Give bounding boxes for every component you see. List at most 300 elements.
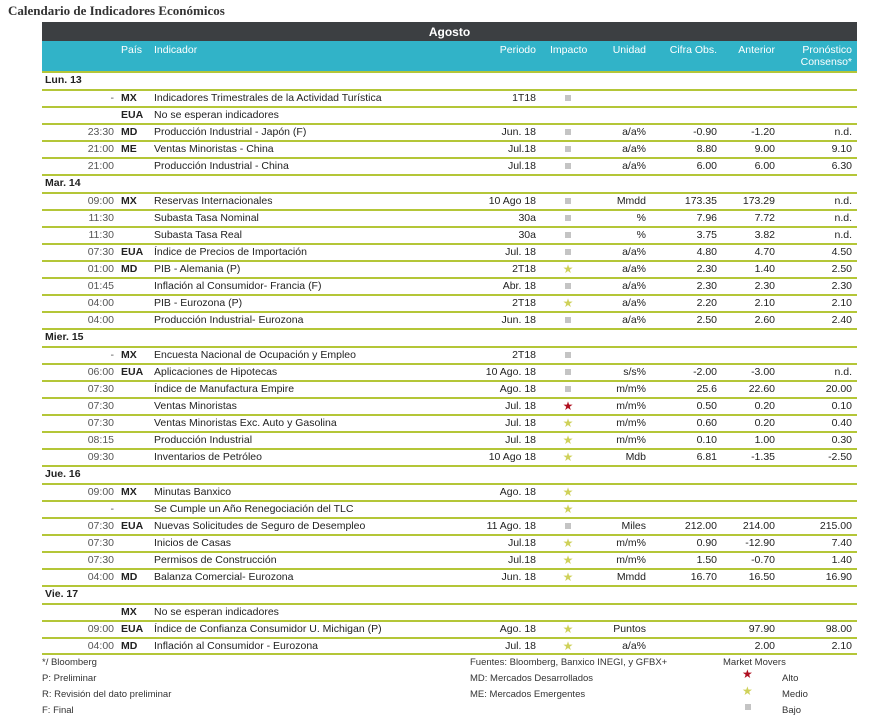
- row-actual: 0.60: [696, 417, 717, 429]
- impact-low-square-icon: [560, 160, 576, 173]
- row-country: MX: [121, 195, 137, 207]
- row-previous: 1.40: [754, 263, 775, 275]
- impact-medium-star-icon: [560, 537, 576, 551]
- row-time: 07:30: [87, 537, 114, 549]
- star-icon: ★: [562, 399, 574, 413]
- row-period: 11 Ago. 18: [486, 520, 536, 532]
- impact-medium-star-icon: [560, 571, 576, 585]
- table-row: [42, 637, 857, 654]
- row-time: 11:30: [88, 212, 114, 224]
- row-country: EUA: [121, 109, 144, 121]
- row-forecast: n.d.: [834, 195, 852, 207]
- row-forecast: 2.10: [831, 297, 852, 309]
- table-row: [42, 123, 857, 140]
- row-indicator: PIB - Alemania (P): [154, 263, 241, 275]
- row-forecast: 2.40: [831, 314, 852, 326]
- row-period: Jun. 18: [501, 314, 536, 326]
- row-indicator: Índice de Precios de Importación: [154, 246, 307, 258]
- footnote-bloomberg: */ Bloomberg: [42, 657, 97, 668]
- row-unit: m/m%: [616, 400, 646, 412]
- row-time: 01:45: [87, 280, 114, 292]
- row-forecast: 98.00: [825, 623, 852, 635]
- day-label: Mar. 14: [45, 177, 81, 189]
- star-icon: ★: [562, 622, 574, 636]
- row-time: 07:30: [87, 520, 114, 532]
- table-row: [42, 500, 857, 517]
- col-indicador: Indicador: [154, 44, 198, 56]
- row-unit: a/a%: [622, 640, 646, 652]
- row-actual: 2.20: [696, 297, 717, 309]
- row-previous: 4.70: [754, 246, 775, 258]
- row-time: 04:00: [87, 640, 114, 652]
- row-unit: %: [636, 229, 646, 241]
- row-forecast: 2.50: [831, 263, 852, 275]
- col-periodo: Periodo: [499, 44, 536, 56]
- row-unit: a/a%: [622, 126, 646, 138]
- row-indicator: Inventarios de Petróleo: [154, 451, 262, 463]
- row-forecast: n.d.: [834, 126, 852, 138]
- row-period: 2T18: [512, 297, 536, 309]
- row-time: -: [110, 349, 114, 361]
- table-row: [42, 346, 857, 363]
- impact-medium-star-icon: [560, 640, 576, 654]
- impact-low-square-icon: [560, 143, 576, 156]
- row-country: MX: [121, 606, 137, 618]
- row-previous: 214.00: [742, 520, 775, 532]
- day-header: [42, 465, 857, 483]
- star-icon: ★: [562, 536, 574, 550]
- impact-low-square-icon: [560, 280, 576, 293]
- row-unit: %: [636, 212, 646, 224]
- impact-medium-star-icon: [560, 417, 576, 431]
- row-forecast: 7.40: [831, 537, 852, 549]
- row-forecast: 20.00: [825, 383, 852, 395]
- row-previous: 1.00: [754, 434, 775, 446]
- row-previous: -3.00: [751, 366, 775, 378]
- row-unit: Miles: [621, 520, 646, 532]
- table-row: [42, 243, 857, 260]
- row-country: ME: [121, 143, 137, 155]
- day-label: Jue. 16: [45, 468, 81, 480]
- row-actual: -2.00: [693, 366, 717, 378]
- table-row: [42, 380, 857, 397]
- square-icon: [565, 386, 571, 392]
- row-period: Jul. 18: [505, 400, 536, 412]
- row-unit: Puntos: [613, 623, 646, 635]
- row-country: EUA: [121, 623, 144, 635]
- star-icon: ★: [562, 433, 574, 447]
- footnote-final: F: Final: [42, 705, 74, 716]
- row-period: Jul. 18: [505, 434, 536, 446]
- impact-low-square-icon: [560, 520, 576, 533]
- impact-medium-star-icon: [560, 486, 576, 500]
- table-row: [42, 89, 857, 106]
- impact-medium-star-icon: [560, 451, 576, 465]
- month-header: Agosto: [42, 22, 857, 41]
- row-previous: 6.00: [754, 160, 775, 172]
- row-period: 30a: [518, 212, 536, 224]
- row-country: MX: [121, 92, 137, 104]
- row-period: Jul. 18: [505, 640, 536, 652]
- row-actual: 212.00: [684, 520, 717, 532]
- row-time: 07:30: [87, 400, 114, 412]
- row-indicator: Producción Industrial - China: [154, 160, 289, 172]
- row-time: 11:30: [88, 229, 114, 241]
- row-period: Jun. 18: [501, 571, 536, 583]
- row-unit: a/a%: [622, 297, 646, 309]
- row-unit: a/a%: [622, 314, 646, 326]
- row-indicator: Nuevas Solicitudes de Seguro de Desempleo: [154, 520, 366, 532]
- row-indicator: Producción Industrial: [154, 434, 253, 446]
- row-indicator: Índice de Manufactura Empire: [154, 383, 295, 395]
- footnote-me: ME: Mercados Emergentes: [470, 689, 586, 700]
- impact-low-square-icon: [560, 126, 576, 139]
- row-actual: 4.80: [696, 246, 717, 258]
- row-time: 21:00: [87, 160, 114, 172]
- day-header: [42, 71, 857, 89]
- row-forecast: 4.50: [831, 246, 852, 258]
- row-indicator: Subasta Tasa Real: [154, 229, 242, 241]
- table-body: [42, 71, 857, 654]
- row-period: Abr. 18: [502, 280, 536, 292]
- row-indicator: No se esperan indicadores: [154, 606, 279, 618]
- row-indicator: Inflación al Consumidor - Eurozona: [154, 640, 319, 652]
- row-previous: 2.60: [754, 314, 775, 326]
- col-impacto: Impacto: [550, 44, 588, 56]
- row-indicator: Subasta Tasa Nominal: [154, 212, 259, 224]
- day-header: [42, 585, 857, 603]
- row-time: 21:00: [87, 143, 114, 155]
- square-icon: [565, 129, 571, 135]
- row-actual: -0.90: [693, 126, 717, 138]
- row-time: 07:30: [87, 383, 114, 395]
- row-previous: 97.90: [748, 623, 775, 635]
- square-icon: [565, 215, 571, 221]
- row-indicator: Ventas Minoristas: [154, 400, 237, 412]
- row-indicator: Producción Industrial - Japón (F): [154, 126, 307, 138]
- impact-low-square-icon: [560, 212, 576, 225]
- row-forecast: 2.30: [831, 280, 852, 292]
- impact-medium-star-icon: [560, 434, 576, 448]
- row-actual: 2.30: [696, 280, 717, 292]
- row-indicator: Permisos de Construcción: [154, 554, 277, 566]
- impact-low-square-icon: [560, 92, 576, 105]
- table-row: [42, 209, 857, 226]
- page-title: Calendario de Indicadores Económicos: [8, 3, 225, 18]
- row-period: 2T18: [512, 263, 536, 275]
- impact-low-square-icon: [560, 349, 576, 362]
- row-forecast: 1.40: [831, 554, 852, 566]
- day-header: [42, 328, 857, 346]
- row-period: 1T18: [512, 92, 536, 104]
- row-country: MD: [121, 126, 138, 138]
- row-period: Jul. 18: [505, 417, 536, 429]
- table-row: [42, 260, 857, 277]
- impact-low-square-icon: [560, 229, 576, 242]
- legend-medio: Medio: [782, 689, 808, 700]
- row-previous: -0.70: [751, 554, 775, 566]
- row-actual: 7.96: [696, 212, 717, 224]
- row-country: MX: [121, 349, 137, 361]
- row-indicator: No se esperan indicadores: [154, 109, 279, 121]
- row-unit: s/s%: [623, 366, 646, 378]
- row-previous: 2.30: [754, 280, 775, 292]
- row-unit: m/m%: [616, 554, 646, 566]
- row-unit: Mdb: [625, 451, 646, 463]
- row-period: 10 Ago 18: [488, 451, 536, 463]
- row-period: 10 Ago. 18: [485, 366, 536, 378]
- impact-low-square-icon: [560, 366, 576, 379]
- row-actual: 16.70: [690, 571, 717, 583]
- row-previous: 22.60: [748, 383, 775, 395]
- row-forecast: n.d.: [834, 212, 852, 224]
- row-period: Jun. 18: [501, 126, 536, 138]
- table-row: [42, 431, 857, 448]
- day-label: Mier. 15: [45, 331, 84, 343]
- row-time: 08:15: [87, 434, 114, 446]
- row-period: Ago. 18: [499, 486, 536, 498]
- row-time: 04:00: [87, 571, 114, 583]
- legend-bajo: Bajo: [782, 705, 802, 716]
- table-row: [42, 483, 857, 500]
- row-forecast: n.d.: [834, 229, 852, 241]
- row-actual: 173.35: [684, 195, 717, 207]
- row-actual: 2.50: [696, 314, 717, 326]
- row-forecast: 16.90: [825, 571, 852, 583]
- row-time: 06:00: [87, 366, 114, 378]
- impact-low-square-icon: [560, 383, 576, 396]
- table-row: [42, 157, 857, 174]
- row-actual: 1.50: [696, 554, 717, 566]
- row-time: 07:30: [87, 246, 114, 258]
- row-previous: -1.35: [751, 451, 775, 463]
- impact-medium-star-icon: [560, 554, 576, 568]
- row-period: 10 Ago 18: [488, 195, 536, 207]
- row-previous: -1.20: [751, 126, 775, 138]
- row-period: Jul.18: [507, 537, 536, 549]
- square-icon: [565, 369, 571, 375]
- row-period: Ago. 18: [499, 383, 536, 395]
- row-actual: 6.00: [696, 160, 717, 172]
- row-indicator: Encuesta Nacional de Ocupación y Empleo: [154, 349, 356, 361]
- row-forecast: 6.30: [831, 160, 852, 172]
- row-period: Jul.18: [507, 554, 536, 566]
- table-row: [42, 226, 857, 243]
- legend-title: Market Movers: [723, 657, 786, 668]
- row-previous: 7.72: [754, 212, 775, 224]
- row-actual: 3.75: [696, 229, 717, 241]
- row-forecast: 9.10: [831, 143, 852, 155]
- row-time: 07:30: [87, 417, 114, 429]
- square-icon: [565, 95, 571, 101]
- row-unit: a/a%: [622, 143, 646, 155]
- row-indicator: Indicadores Trimestrales de la Actividad Turística: [154, 92, 382, 104]
- square-icon: [565, 523, 571, 529]
- row-actual: 2.30: [696, 263, 717, 275]
- square-icon: [565, 317, 571, 323]
- table-row: [42, 448, 857, 465]
- row-previous: 9.00: [754, 143, 775, 155]
- row-unit: m/m%: [616, 537, 646, 549]
- star-icon: ★: [562, 639, 574, 653]
- row-forecast: -2.50: [828, 451, 852, 463]
- row-indicator: Reservas Internacionales: [154, 195, 273, 207]
- row-period: 2T18: [512, 349, 536, 361]
- day-label: Lun. 13: [45, 74, 82, 86]
- row-country: MD: [121, 571, 138, 583]
- row-indicator: Inflación al Consumidor- Francia (F): [154, 280, 322, 292]
- row-indicator: Minutas Banxico: [154, 486, 232, 498]
- calendar-table: [42, 22, 857, 654]
- table-row: [42, 534, 857, 551]
- col-consenso: Consenso*: [800, 56, 852, 68]
- row-time: -: [110, 503, 114, 515]
- row-indicator: PIB - Eurozona (P): [154, 297, 243, 309]
- row-indicator: Producción Industrial- Eurozona: [154, 314, 304, 326]
- legend-star-medium-icon: ★: [742, 684, 753, 698]
- row-forecast: 215.00: [819, 520, 852, 532]
- row-actual: 0.90: [696, 537, 717, 549]
- col-pais: País: [121, 44, 143, 56]
- row-previous: 0.20: [754, 400, 775, 412]
- col-unidad: Unidad: [612, 44, 646, 56]
- square-icon: [565, 163, 571, 169]
- legend-alto: Alto: [782, 673, 799, 684]
- row-period: 30a: [518, 229, 536, 241]
- row-indicator: Ventas Minoristas Exc. Auto y Gasolina: [154, 417, 337, 429]
- row-previous: -12.90: [745, 537, 775, 549]
- row-country: EUA: [121, 246, 144, 258]
- table-row: [42, 311, 857, 328]
- impact-medium-star-icon: [560, 263, 576, 277]
- footnote-preliminar: P: Preliminar: [42, 673, 97, 684]
- row-period: Jul. 18: [505, 246, 536, 258]
- row-previous: 173.29: [742, 195, 775, 207]
- star-icon: ★: [562, 553, 574, 567]
- row-previous: 0.20: [754, 417, 775, 429]
- row-indicator: Índice de Confianza Consumidor U. Michigan (P): [154, 623, 382, 635]
- row-unit: a/a%: [622, 160, 646, 172]
- row-indicator: Inicios de Casas: [154, 537, 232, 549]
- col-anterior: Anterior: [738, 44, 775, 56]
- impact-high-star-icon: [560, 400, 576, 414]
- star-icon: ★: [562, 296, 574, 310]
- row-indicator: Ventas Minoristas - China: [154, 143, 274, 155]
- legend-square-low-icon: [745, 704, 751, 710]
- row-period: Jul.18: [507, 160, 536, 172]
- row-time: 07:30: [87, 554, 114, 566]
- star-icon: ★: [562, 570, 574, 584]
- table-row: [42, 620, 857, 637]
- row-unit: m/m%: [616, 417, 646, 429]
- row-actual: 25.6: [696, 383, 717, 395]
- row-unit: a/a%: [622, 246, 646, 258]
- row-country: EUA: [121, 366, 144, 378]
- table-row: [42, 551, 857, 568]
- table-row: [42, 603, 857, 620]
- row-time: 09:00: [87, 195, 114, 207]
- row-forecast: 0.40: [831, 417, 852, 429]
- row-time: -: [110, 92, 114, 104]
- col-pronostico: Pronóstico: [802, 44, 852, 56]
- footnote-sources: Fuentes: Bloomberg, Banxico INEGI, y GFBX+: [470, 657, 668, 668]
- table-row: [42, 414, 857, 431]
- row-time: 09:30: [87, 451, 114, 463]
- row-actual: 0.10: [696, 434, 717, 446]
- impact-low-square-icon: [560, 246, 576, 259]
- row-country: EUA: [121, 520, 144, 532]
- row-period: Ago. 18: [499, 623, 536, 635]
- star-icon: ★: [562, 485, 574, 499]
- table-row: [42, 517, 857, 534]
- row-unit: a/a%: [622, 263, 646, 275]
- row-time: 01:00: [87, 263, 114, 275]
- row-time: 04:00: [87, 314, 114, 326]
- bottom-divider: [42, 653, 857, 655]
- day-header: [42, 174, 857, 192]
- table-row: [42, 192, 857, 209]
- row-unit: m/m%: [616, 383, 646, 395]
- row-indicator: Balanza Comercial- Eurozona: [154, 571, 294, 583]
- row-unit: Mmdd: [616, 571, 646, 583]
- row-unit: a/a%: [622, 280, 646, 292]
- table-row: [42, 397, 857, 414]
- star-icon: ★: [562, 416, 574, 430]
- row-time: 04:00: [87, 297, 114, 309]
- row-previous: 16.50: [748, 571, 775, 583]
- row-indicator: Se Cumple un Año Renegociación del TLC: [154, 503, 354, 515]
- table-row: [42, 363, 857, 380]
- square-icon: [565, 232, 571, 238]
- impact-low-square-icon: [560, 314, 576, 327]
- row-forecast: 0.30: [831, 434, 852, 446]
- row-time: 23:30: [87, 126, 114, 138]
- row-actual: 6.81: [696, 451, 717, 463]
- row-indicator: Aplicaciones de Hipotecas: [154, 366, 278, 378]
- star-icon: ★: [562, 262, 574, 276]
- impact-low-square-icon: [560, 195, 576, 208]
- row-time: 09:00: [87, 486, 114, 498]
- row-previous: 2.00: [754, 640, 775, 652]
- row-forecast: n.d.: [834, 366, 852, 378]
- row-forecast: 2.10: [831, 640, 852, 652]
- star-icon: ★: [562, 450, 574, 464]
- impact-medium-star-icon: [560, 623, 576, 637]
- footnote-md: MD: Mercados Desarrollados: [470, 673, 594, 684]
- row-country: MD: [121, 263, 138, 275]
- row-period: Jul.18: [507, 143, 536, 155]
- impact-medium-star-icon: [560, 297, 576, 311]
- row-previous: 3.82: [754, 229, 775, 241]
- square-icon: [565, 146, 571, 152]
- square-icon: [565, 352, 571, 358]
- square-icon: [565, 198, 571, 204]
- column-header-row: [42, 41, 857, 71]
- legend-star-high-icon: ★: [742, 667, 753, 681]
- row-country: MX: [121, 486, 137, 498]
- row-country: MD: [121, 640, 138, 652]
- row-actual: 8.80: [696, 143, 717, 155]
- table-row: [42, 568, 857, 585]
- col-cifra: Cifra Obs.: [669, 44, 717, 56]
- star-icon: ★: [562, 502, 574, 516]
- row-actual: 0.50: [696, 400, 717, 412]
- table-row: [42, 277, 857, 294]
- table-row: [42, 140, 857, 157]
- square-icon: [565, 283, 571, 289]
- row-unit: Mmdd: [616, 195, 646, 207]
- table-row: [42, 294, 857, 311]
